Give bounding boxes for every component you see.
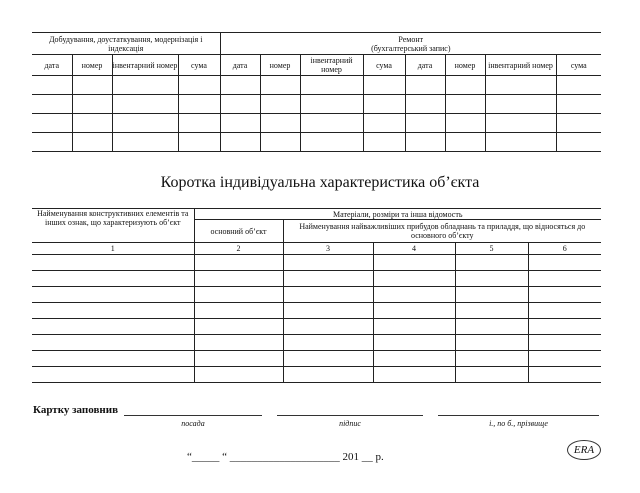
table-cell[interactable] [528, 335, 601, 351]
table-cell[interactable] [260, 133, 300, 152]
table-cell[interactable] [283, 287, 373, 303]
table-row [32, 255, 601, 271]
table-cell[interactable] [373, 335, 455, 351]
table-row [32, 303, 601, 319]
table-cell[interactable] [300, 114, 363, 133]
table-cell[interactable] [528, 367, 601, 383]
table-cell[interactable] [283, 351, 373, 367]
table-cell[interactable] [528, 351, 601, 367]
table-cell[interactable] [283, 271, 373, 287]
table-cell[interactable] [485, 133, 556, 152]
header-repair-subtitle: (бухгалтерський запис) [371, 43, 451, 53]
col-date: дата [405, 55, 445, 76]
table-row [32, 367, 601, 383]
col-number-label: 1 [32, 243, 194, 255]
table-cell[interactable] [32, 303, 194, 319]
table-cell[interactable] [363, 114, 405, 133]
table-cell[interactable] [194, 303, 283, 319]
table-cell[interactable] [455, 287, 528, 303]
table-cell[interactable] [455, 335, 528, 351]
table-cell[interactable] [32, 95, 72, 114]
table-cell[interactable] [260, 76, 300, 95]
col-date: дата [32, 55, 72, 76]
table-cell[interactable] [194, 367, 283, 383]
table-cell[interactable] [528, 319, 601, 335]
table-cell[interactable] [373, 367, 455, 383]
table-cell[interactable] [455, 319, 528, 335]
table-cell[interactable] [373, 255, 455, 271]
table-cell[interactable] [194, 255, 283, 271]
col-number-label: 2 [194, 243, 283, 255]
col-number: номер [260, 55, 300, 76]
table-cell[interactable] [32, 335, 194, 351]
col-sum: сума [178, 55, 220, 76]
table-cell[interactable] [112, 76, 178, 95]
table-cell[interactable] [528, 271, 601, 287]
table-cell[interactable] [32, 287, 194, 303]
header-modernization: Добудування, доустаткування, модернізація і індексація [32, 33, 220, 55]
table-cell[interactable] [455, 271, 528, 287]
table-cell[interactable] [112, 133, 178, 152]
table-cell[interactable] [485, 114, 556, 133]
table-cell[interactable] [556, 76, 601, 95]
table-cell[interactable] [32, 255, 194, 271]
table-cell[interactable] [363, 95, 405, 114]
table-row [32, 114, 601, 133]
table-cell[interactable] [373, 351, 455, 367]
col-number-label: 5 [455, 243, 528, 255]
col-number: номер [445, 55, 485, 76]
table-row [32, 271, 601, 287]
col-date: дата [220, 55, 260, 76]
table-row [32, 287, 601, 303]
full-name-caption: і., по б., прізвище [489, 419, 548, 428]
table-cell[interactable] [405, 133, 445, 152]
header-devices: Найменування найважливіших прибудов обладнань та приладдя, що відносяться до основного об’єкту [283, 220, 601, 243]
table-cell[interactable] [112, 114, 178, 133]
col-number-label: 3 [283, 243, 373, 255]
object-characteristics-table [32, 208, 601, 383]
table-cell[interactable] [373, 319, 455, 335]
table-cell[interactable] [373, 287, 455, 303]
table-row [32, 95, 601, 114]
table-cell[interactable] [220, 133, 260, 152]
table-cell[interactable] [528, 287, 601, 303]
header-materials: Матеріали, розміри та інша відомость [194, 209, 601, 220]
table-cell[interactable] [72, 95, 112, 114]
col-number: номер [72, 55, 112, 76]
table-cell[interactable] [556, 133, 601, 152]
table-cell[interactable] [260, 95, 300, 114]
table-cell[interactable] [283, 319, 373, 335]
table-cell[interactable] [455, 367, 528, 383]
position-field[interactable] [124, 415, 262, 416]
header-repair-title: Ремонт [398, 34, 424, 44]
table-cell[interactable] [32, 319, 194, 335]
repair-modernization-table [32, 32, 601, 152]
table-body [32, 76, 601, 152]
table-cell[interactable] [455, 351, 528, 367]
table-cell[interactable] [283, 335, 373, 351]
table-cell[interactable] [32, 351, 194, 367]
table-cell[interactable] [72, 76, 112, 95]
table-cell[interactable] [445, 114, 485, 133]
table-cell[interactable] [220, 114, 260, 133]
table-cell[interactable] [194, 335, 283, 351]
table-cell[interactable] [455, 255, 528, 271]
table-cell[interactable] [283, 367, 373, 383]
table-cell[interactable] [260, 114, 300, 133]
table-cell[interactable] [405, 95, 445, 114]
table-cell[interactable] [363, 133, 405, 152]
table-cell[interactable] [445, 76, 485, 95]
col-inventory-number: інвентарний номер [300, 55, 363, 76]
header-main-object: основний об’єкт [194, 220, 283, 243]
header-repair [220, 33, 601, 55]
table-cell[interactable] [405, 114, 445, 133]
table-cell[interactable] [405, 76, 445, 95]
table-cell[interactable] [32, 271, 194, 287]
position-caption: посада [181, 419, 205, 428]
table-cell[interactable] [455, 303, 528, 319]
table-cell[interactable] [178, 114, 220, 133]
col-sum: сума [363, 55, 405, 76]
section-title: Коротка індивідуальна характеристика об’єкта [160, 174, 480, 191]
table-cell[interactable] [194, 271, 283, 287]
table-cell[interactable] [220, 76, 260, 95]
table-cell[interactable] [300, 76, 363, 95]
signature-field[interactable] [277, 415, 423, 416]
table-cell[interactable] [194, 351, 283, 367]
table-row [32, 76, 601, 95]
table-cell[interactable] [72, 114, 112, 133]
table-cell[interactable] [32, 367, 194, 383]
full-name-field[interactable] [438, 415, 599, 416]
table-cell[interactable] [178, 95, 220, 114]
table-cell[interactable] [194, 287, 283, 303]
table-cell[interactable] [363, 76, 405, 95]
table-row [32, 351, 601, 367]
col-inventory-number: інвентарний номер [112, 55, 178, 76]
table-cell[interactable] [445, 95, 485, 114]
table-cell[interactable] [373, 303, 455, 319]
table-cell[interactable] [300, 95, 363, 114]
table-cell[interactable] [373, 271, 455, 287]
table-cell[interactable] [72, 133, 112, 152]
table-cell[interactable] [283, 303, 373, 319]
col-inventory-number: інвентарний номер [485, 55, 556, 76]
table-body [32, 255, 601, 383]
table-row [32, 133, 601, 152]
table-cell[interactable] [485, 95, 556, 114]
table-cell[interactable] [528, 255, 601, 271]
date-line: “_____ “ ____________________ 201 __ р. [187, 451, 384, 463]
table-cell[interactable] [556, 95, 601, 114]
table-cell[interactable] [528, 303, 601, 319]
era-logo: ERA [567, 440, 601, 460]
table-cell[interactable] [112, 95, 178, 114]
table-cell[interactable] [194, 319, 283, 335]
header-elements: Найменування конструктивних елементів та інших ознак, що характеризують об’єкт [32, 209, 194, 243]
table-cell[interactable] [220, 95, 260, 114]
col-number-label: 4 [373, 243, 455, 255]
table-row [32, 319, 601, 335]
filled-by-label: Картку заповнив [33, 404, 119, 416]
table-cell[interactable] [300, 133, 363, 152]
table-cell[interactable] [556, 114, 601, 133]
signature-caption: підпис [339, 419, 361, 428]
table-cell[interactable] [178, 76, 220, 95]
table-cell[interactable] [485, 76, 556, 95]
table-cell[interactable] [283, 255, 373, 271]
col-sum: сума [556, 55, 601, 76]
col-number-label: 6 [528, 243, 601, 255]
table-cell[interactable] [445, 133, 485, 152]
table-cell[interactable] [178, 133, 220, 152]
table-cell[interactable] [32, 76, 72, 95]
table-row [32, 335, 601, 351]
table-cell[interactable] [32, 114, 72, 133]
table-cell[interactable] [32, 133, 72, 152]
